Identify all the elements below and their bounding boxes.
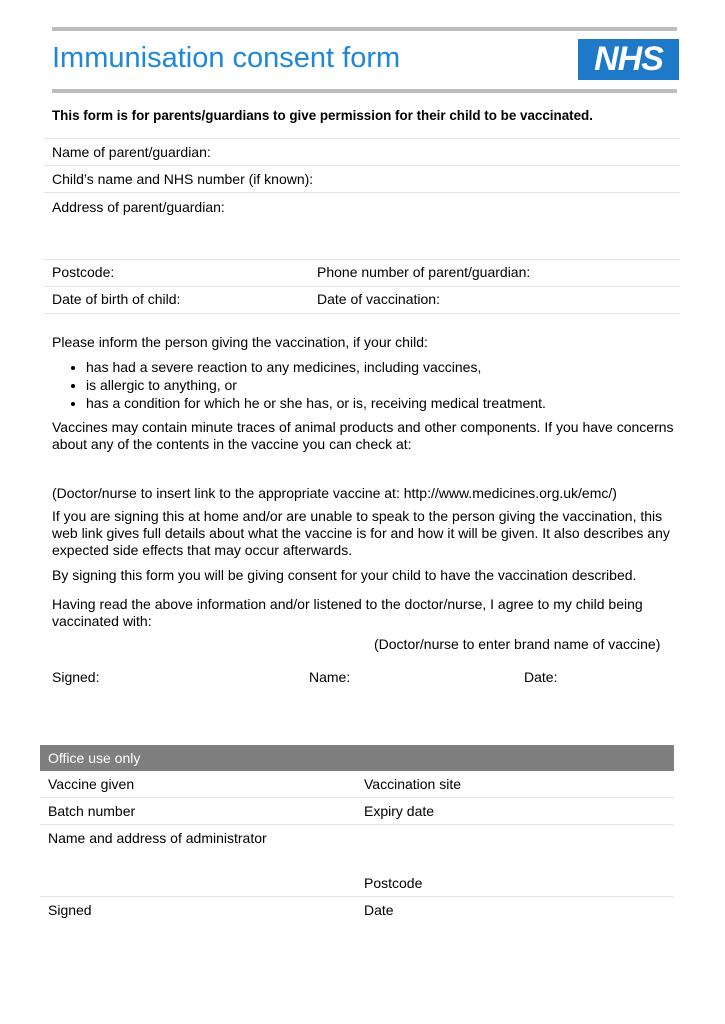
batch-number-label: Batch number	[48, 803, 136, 819]
phone-label: Phone number of parent/guardian:	[317, 264, 531, 280]
office-use-header	[40, 745, 674, 771]
list-item: • is allergic to anything, or	[86, 376, 546, 394]
list-item: • has had a severe reaction to any medicines, including vaccines,	[86, 358, 546, 376]
administrator-label: Name and address of administrator	[48, 830, 267, 846]
office-signed-label: Signed	[48, 902, 92, 918]
nhs-logo-text: NHS	[594, 40, 663, 78]
date-label: Date:	[524, 669, 558, 685]
row-divider	[44, 165, 680, 166]
vaccines-contain-text: Vaccines may contain minute traces of animal products and other components. If you have concerns about any of the contents in the vaccine you can check at:	[52, 419, 674, 452]
office-date-label: Date	[364, 902, 394, 918]
header-top-rule	[52, 27, 677, 31]
vaccination-site-label: Vaccination site	[364, 776, 462, 792]
child-name-label: Child’s name and NHS number (if known):	[52, 171, 314, 187]
brand-note: (Doctor/nurse to enter brand name of vaccine)	[374, 636, 661, 652]
list-item: • has a condition for which he or she has, or is, receiving medical treatment.	[86, 394, 546, 412]
inform-lead: Please inform the person giving the vaccination, if your child:	[52, 334, 428, 350]
row-divider	[40, 797, 674, 798]
inform-list	[52, 358, 546, 412]
office-postcode-label: Postcode	[364, 875, 423, 891]
row-divider	[44, 286, 680, 287]
row-divider	[44, 259, 680, 260]
row-divider	[44, 313, 680, 314]
dob-label: Date of birth of child:	[52, 291, 181, 307]
header-bottom-rule	[52, 89, 677, 93]
page-title: Immunisation consent form	[52, 42, 401, 74]
having-read-text: Having read the above information and/or listened to the doctor/nurse, I agree to my child being vaccinated with:	[52, 596, 643, 629]
row-divider	[40, 824, 674, 825]
name-label: Name:	[309, 669, 351, 685]
row-divider	[44, 192, 680, 193]
nhs-logo	[578, 39, 679, 80]
link-note: (Doctor/nurse to insert link to the appropriate vaccine at: http://www.medicines.org.uk/emc/)	[52, 485, 617, 501]
office-use-title: Office use only	[48, 750, 141, 766]
consent-text: By signing this form you will be giving consent for your child to have the vaccination described.	[52, 567, 637, 583]
signed-label: Signed:	[52, 669, 100, 685]
postcode-label: Postcode:	[52, 264, 115, 280]
vaccination-date-label: Date of vaccination:	[317, 291, 440, 307]
expiry-date-label: Expiry date	[364, 803, 435, 819]
row-divider	[40, 896, 674, 897]
parent-name-label: Name of parent/guardian:	[52, 144, 211, 160]
intro-text: This form is for parents/guardians to give permission for their child to be vaccinated.	[52, 108, 593, 123]
row-divider	[44, 138, 680, 139]
vaccine-given-label: Vaccine given	[48, 776, 135, 792]
signing-home-text: If you are signing this at home and/or are unable to speak to the person giving the vaccination, this web link gives full details about what the vaccine is for and how it will be given. It also describes any expected side effects that may occur afterwards.	[52, 508, 670, 558]
address-label: Address of parent/guardian:	[52, 199, 225, 215]
